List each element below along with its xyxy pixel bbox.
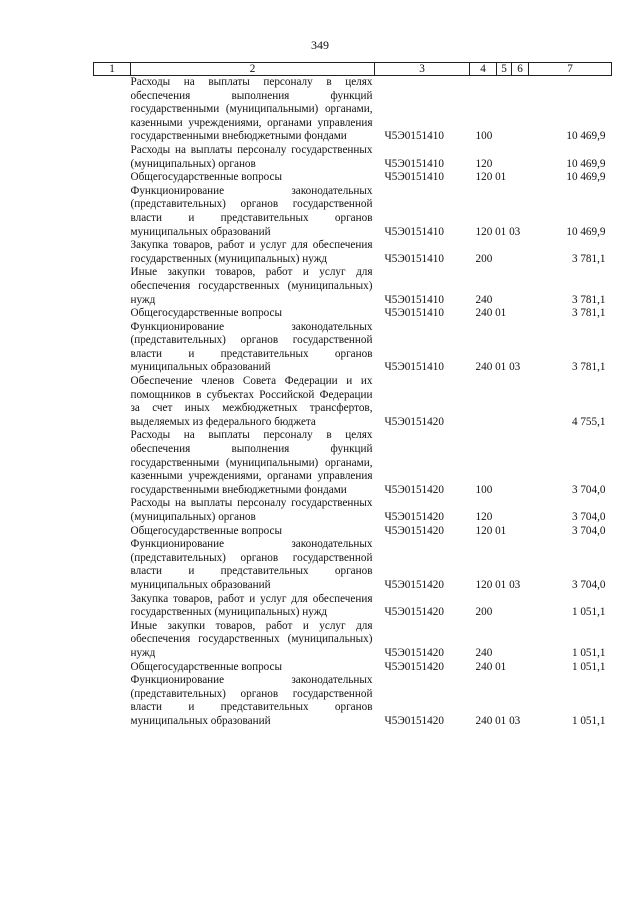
- row-code: Ч5Э0151420: [384, 714, 444, 727]
- header-col-1: 1: [94, 63, 131, 76]
- table-row: [94, 538, 612, 592]
- row-code: Ч5Э0151420: [384, 578, 444, 591]
- row-description: Закупка товаров, работ и услуг для обеспечения государственных (муниципальных) нужд: [130, 592, 373, 619]
- row-description: Расходы на выплаты персоналу государственных (муниципальных) органов: [130, 497, 373, 523]
- row-amount: 3 781,1: [571, 293, 606, 306]
- row-amount: 3 704,0: [571, 524, 606, 537]
- header-col-7: 7: [529, 63, 612, 76]
- table-row: [94, 375, 612, 429]
- row-amount: 1 051,1: [571, 646, 606, 659]
- row-description: Общегосударственные вопросы: [130, 660, 283, 673]
- row-classification: 240 01 03: [475, 361, 521, 374]
- row-description: Общегосударственные вопросы: [130, 524, 283, 537]
- row-amount: 10 469,9: [566, 157, 606, 170]
- row-amount: 10 469,9: [566, 225, 606, 238]
- row-description: Иные закупки товаров, работ и услуг для обеспечения государственных (муниципальных) нужд: [130, 266, 373, 306]
- row-amount: 10 469,9: [566, 130, 606, 143]
- row-classification: 120 01: [475, 524, 507, 537]
- table-row: [94, 239, 612, 266]
- row-description: Расходы на выплаты персоналу государственных (муниципальных) органов: [130, 143, 373, 170]
- row-amount: 3 704,0: [571, 483, 606, 496]
- row-amount: 3 704,0: [571, 511, 606, 523]
- row-classification: 100: [475, 483, 493, 496]
- row-classification: 240 01: [475, 307, 507, 320]
- row-classification: 200: [475, 252, 493, 265]
- table-row: [94, 429, 612, 497]
- row-description: Расходы на выплаты персоналу в целях обеспечения выполнения функций государственными (муниципальными) органами, казенными учреждениями, органами управления государственными внебюджетными фондами: [130, 429, 373, 496]
- row-classification: 240 01 03: [475, 714, 521, 727]
- row-amount: 4 755,1: [571, 415, 606, 428]
- row-description: Функционирование законодательных (представительных) органов государственной власти и представительных органов муниципальных образований: [130, 184, 373, 238]
- header-col-4: 4: [470, 63, 497, 76]
- row-classification: 240: [475, 293, 493, 306]
- row-code: Ч5Э0151410: [384, 130, 444, 143]
- row-code: Ч5Э0151410: [384, 225, 444, 238]
- table-row: [94, 661, 612, 675]
- row-code: Ч5Э0151420: [384, 646, 444, 659]
- table-row: [94, 525, 612, 539]
- row-classification: 200: [475, 606, 493, 619]
- row-classification: 120 01 03: [475, 578, 521, 591]
- row-description: Обеспечение членов Совета Федерации и их помощников в субъектах Российской Федерации за счет иных межбюджетных трансфертов, выделяемых из федерального бюджета: [130, 375, 373, 428]
- row-code: Ч5Э0151410: [384, 361, 444, 374]
- row-classification: 120: [475, 511, 493, 523]
- table-row: [94, 321, 612, 375]
- header-col-2: 2: [131, 63, 375, 76]
- row-description: Расходы на выплаты персоналу в целях обеспечения выполнения функций государственными (муниципальными) органами, казенными учреждениями, органами управления государственными внебюджетными фондами: [130, 76, 373, 143]
- row-amount: 3 781,1: [571, 361, 606, 374]
- row-code: Ч5Э0151420: [384, 511, 444, 523]
- row-amount: 1 051,1: [571, 714, 606, 727]
- row-code: Ч5Э0151410: [384, 307, 444, 320]
- row-code: Ч5Э0151420: [384, 483, 444, 496]
- row-amount: 1 051,1: [571, 606, 606, 619]
- row-code: Ч5Э0151420: [384, 606, 444, 619]
- header-row: [94, 63, 612, 76]
- row-description: Общегосударственные вопросы: [130, 171, 283, 184]
- table-row: [94, 593, 612, 620]
- row-code: Ч5Э0151420: [384, 415, 444, 428]
- table-row: [94, 497, 612, 524]
- row-description: Функционирование законодательных (представительных) органов государственной власти и представительных органов муниципальных образований: [130, 320, 373, 374]
- row-amount: 3 781,1: [571, 307, 606, 320]
- budget-table: [93, 62, 612, 729]
- header-col-3: 3: [375, 63, 470, 76]
- row-code: Ч5Э0151410: [384, 293, 444, 306]
- row-classification: 100: [475, 130, 493, 143]
- row-code: Ч5Э0151410: [384, 252, 444, 265]
- row-code: Ч5Э0151410: [384, 157, 444, 170]
- row-classification: 120 01: [475, 171, 507, 184]
- row-classification: 240: [475, 646, 493, 659]
- row-amount: 1 051,1: [571, 660, 606, 673]
- page-number: 349: [311, 38, 329, 52]
- row-description: Закупка товаров, работ и услуг для обеспечения государственных (муниципальных) нужд: [130, 239, 373, 265]
- row-classification: 120 01 03: [475, 225, 521, 238]
- row-code: Ч5Э0151420: [384, 524, 444, 537]
- header-col-6: 6: [512, 63, 529, 76]
- row-description: Функционирование законодательных (представительных) органов государственной власти и представительных органов муниципальных образований: [130, 538, 373, 591]
- table-row: [94, 266, 612, 307]
- row-amount: 3 781,1: [571, 252, 606, 265]
- row-description: Функционирование законодательных (представительных) органов государственной власти и представительных органов муниципальных образований: [130, 674, 373, 727]
- row-code: Ч5Э0151420: [384, 660, 444, 673]
- row-amount: 10 469,9: [566, 171, 606, 184]
- table-row: [94, 185, 612, 239]
- table-row: [94, 76, 612, 144]
- row-classification: 120: [475, 157, 493, 170]
- row-description: Общегосударственные вопросы: [130, 307, 283, 320]
- row-code: Ч5Э0151410: [384, 171, 444, 184]
- row-description: Иные закупки товаров, работ и услуг для обеспечения государственных (муниципальных) нужд: [130, 619, 373, 659]
- row-classification: 240 01: [475, 660, 507, 673]
- table-row: [94, 307, 612, 321]
- header-col-5: 5: [497, 63, 512, 76]
- table-row: [94, 620, 612, 661]
- row-classification: [470, 375, 529, 429]
- table-row: [94, 171, 612, 185]
- table-row: [94, 144, 612, 171]
- row-amount: 3 704,0: [571, 578, 606, 591]
- table-row: [94, 674, 612, 728]
